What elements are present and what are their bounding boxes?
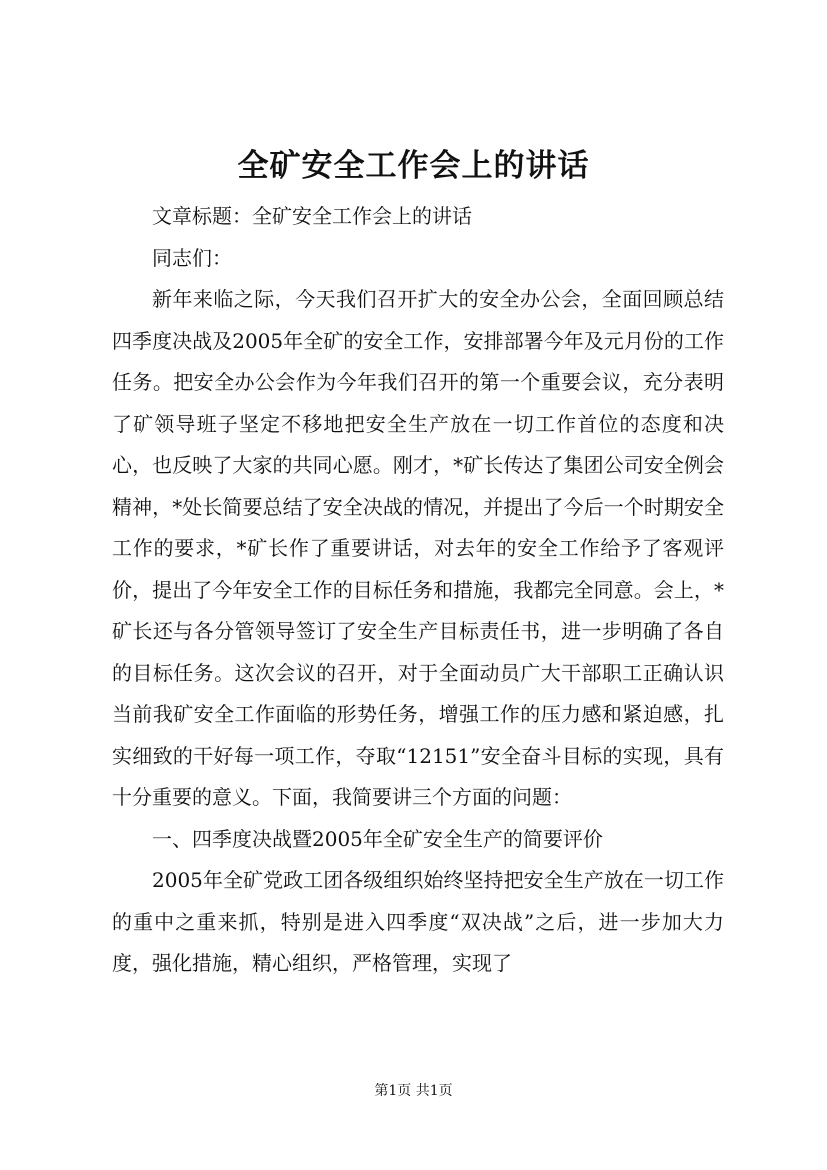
- document-title: 全矿安全工作会上的讲话: [237, 148, 590, 184]
- page-footer: 第1页 共1页: [374, 1083, 453, 1099]
- article-title-line: 文章标题：全矿安全工作会上的讲话: [152, 204, 472, 228]
- body-paragraph: 新年来临之际，今天我们召开扩大的安全办公会，全面回顾总结四季度决战及2005年全矿的安全工作，安排部署今年及元月份的工作任务。把安全办公会作为今年我们召开的第一个重要会议，充分表明了矿领导班子坚定不移地把安全生产放在一切工作首位的态度和决心，也反映了大家的共同心愿。刚才，*矿长传达了集团公司安全例会精神，*处长简要总结了安全决战的情况，并提出了今后一个时期安全工作的要求，*矿长作了重要讲话，对去年的安全工作给予了客观评价，提出了今年安全工作的目标任务和措施，我都完全同意。会上，*矿长还与各分管领导签订了安全生产目标责任书，进一步明确了各自的目标任务。这次会议的召开，对于全面动员广大干部职工正确认识当前我矿安全工作面临的形势任务，增强工作的压力感和紧迫感，扎实细致的干好每一项工作，夺取“12151”安全奋斗目标的实现，具有十分重要的意义。下面，我简要讲三个方面的问题：: [112, 287, 724, 809]
- salutation: 同志们：: [152, 245, 232, 270]
- body-paragraph: 2005年全矿党政工团各级组织始终坚持把安全生产放在一切工作的重中之重来抓，特别是进入四季度“双决战”之后，进一步加大力度，强化措施，精心组织，严格管理，实现了: [112, 868, 724, 975]
- section-heading: 一、四季度决战暨2005年全矿安全生产的简要评价: [152, 826, 603, 851]
- document-body: [112, 196, 724, 985]
